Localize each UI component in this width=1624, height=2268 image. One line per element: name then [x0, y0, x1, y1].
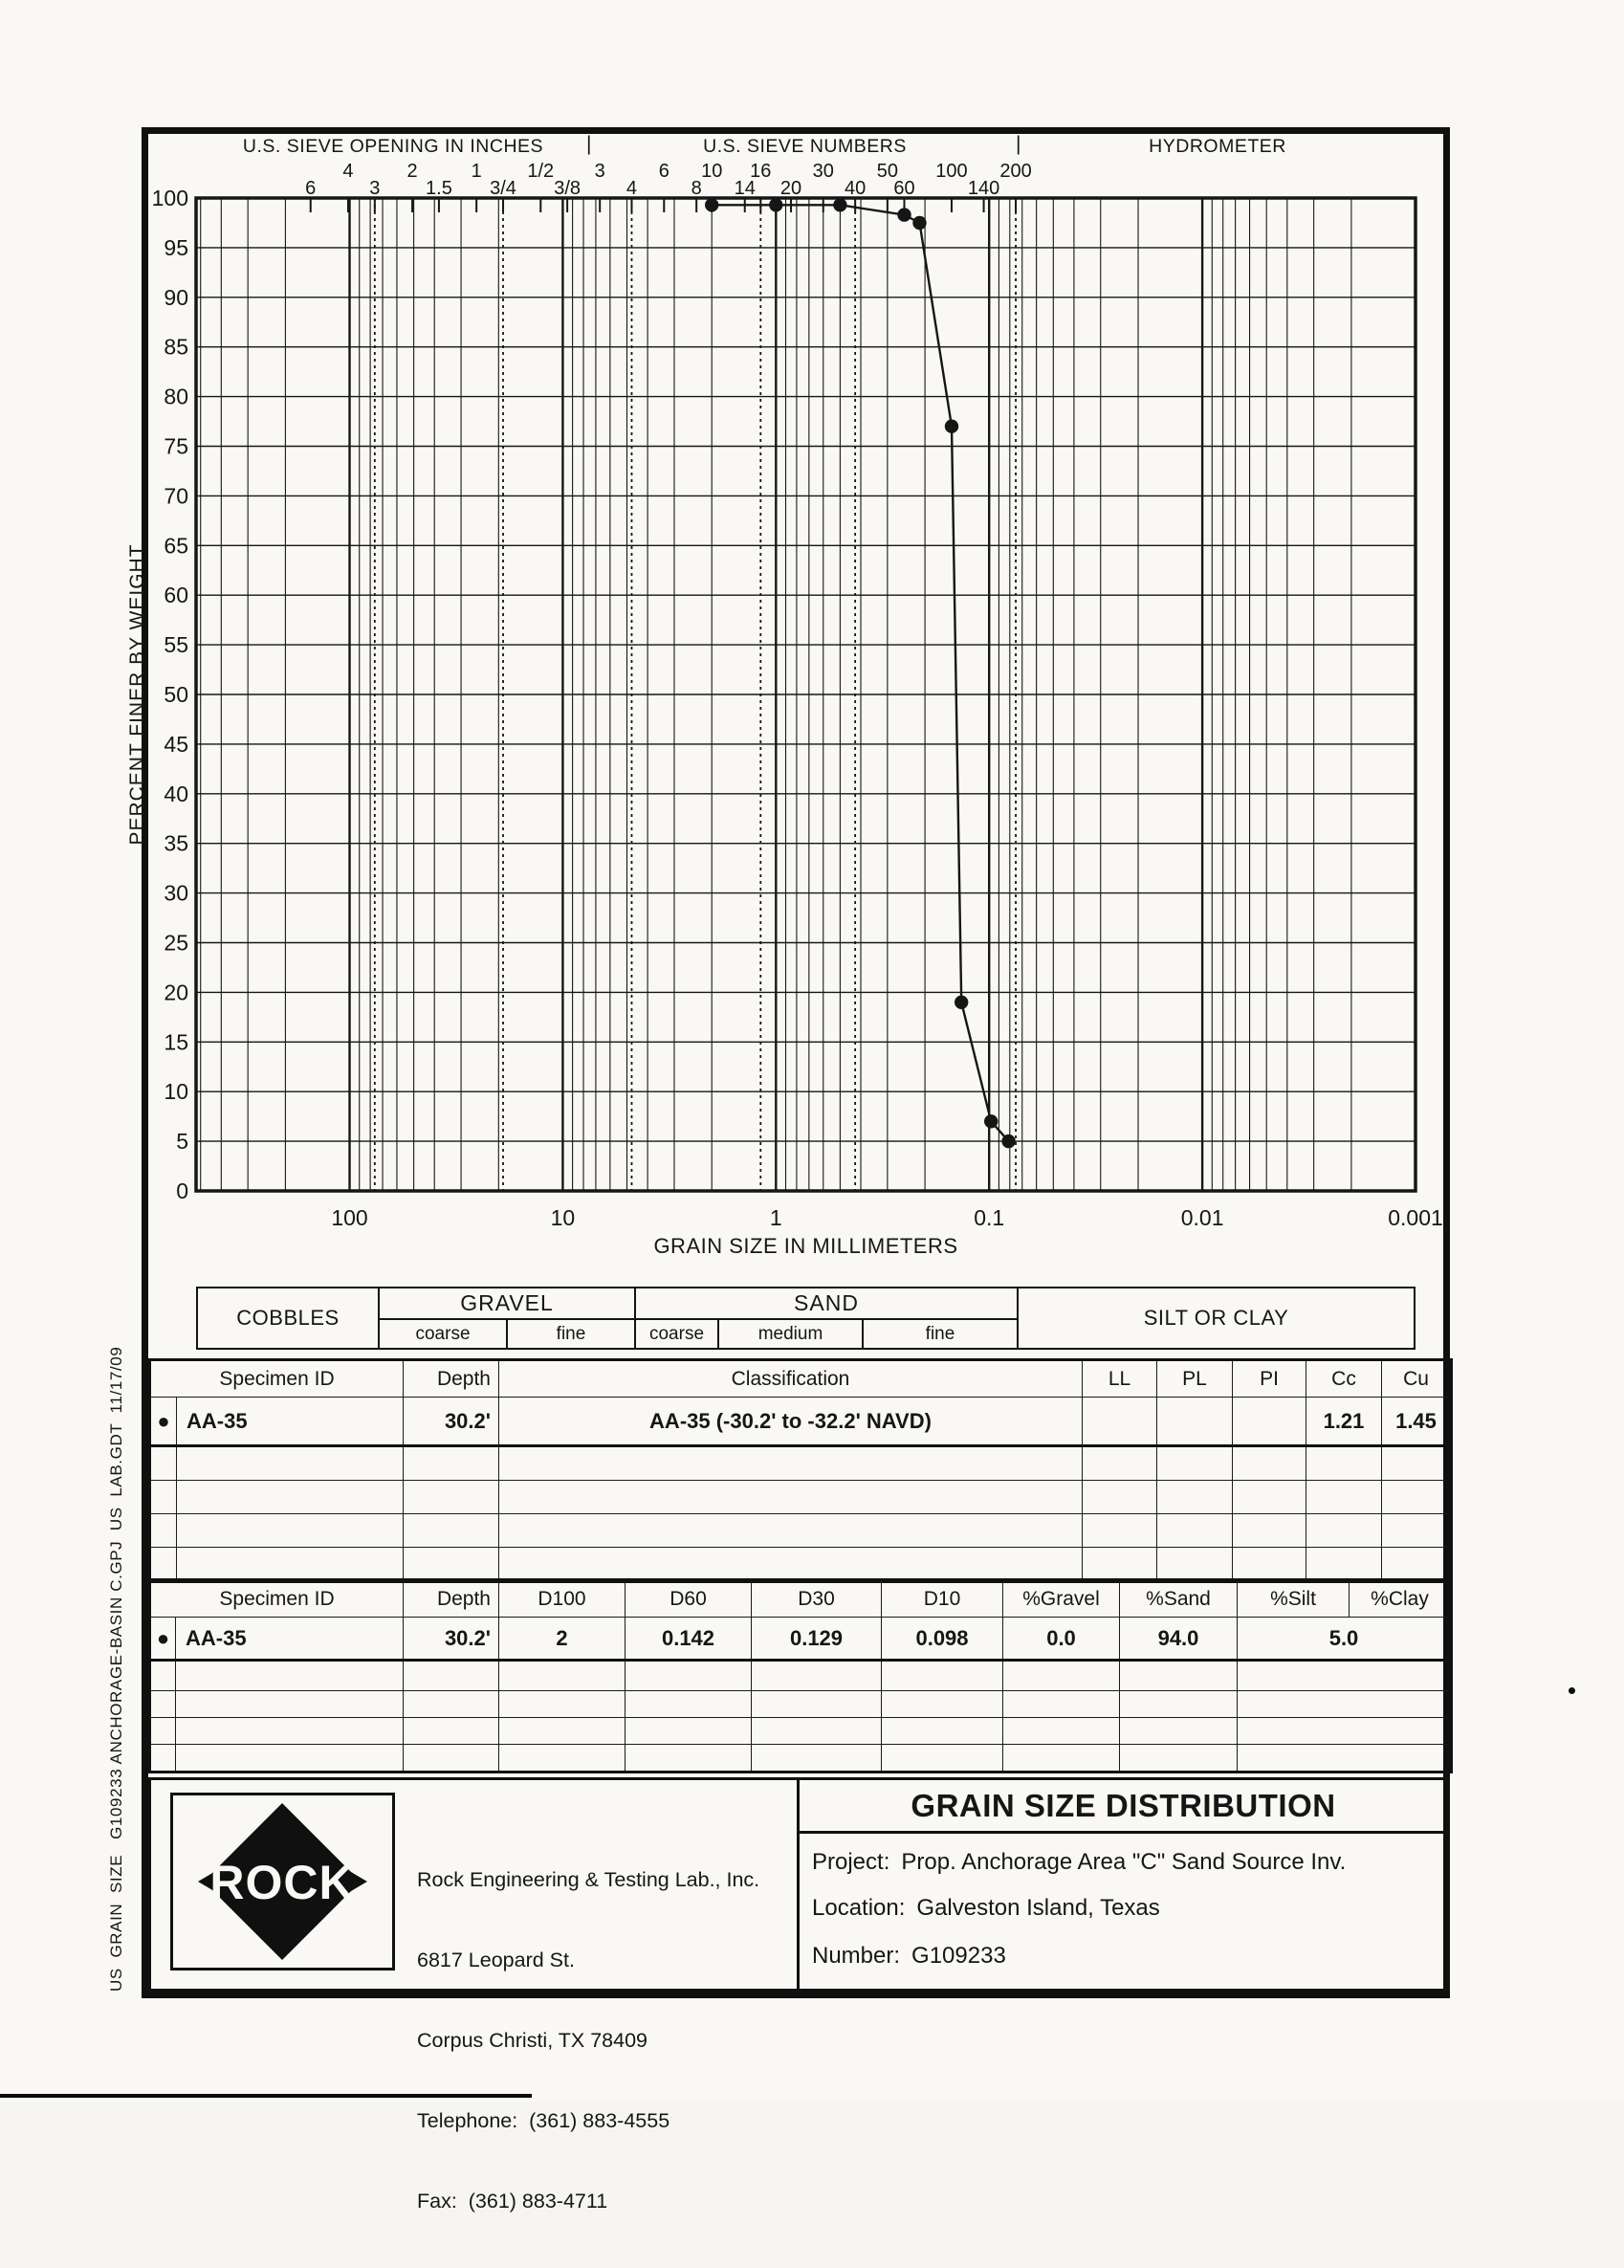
svg-text:15: 15: [164, 1029, 188, 1055]
th-d60: D60: [625, 1580, 752, 1618]
svg-text:140: 140: [967, 178, 1000, 199]
classification-sand-medium: medium: [717, 1320, 862, 1348]
svg-text:1: 1: [769, 1205, 782, 1230]
svg-text:55: 55: [164, 632, 188, 658]
sidebar-filename: US GRAIN SIZE G109233 ANCHORAGE-BASIN C.GPJ US LAB.GDT 11/17/09: [107, 1346, 125, 1992]
project-label: Project:: [812, 1849, 890, 1875]
th-pl: PL: [1157, 1360, 1233, 1398]
svg-text:4: 4: [342, 161, 354, 182]
x-axis-tick-labels: [331, 1205, 1442, 1230]
svg-text:75: 75: [164, 433, 188, 459]
classification-sand-group: [634, 1288, 1017, 1348]
svg-text:30: 30: [812, 161, 834, 182]
classification-bar: [196, 1287, 1416, 1350]
table2-empty-row: [150, 1718, 1452, 1745]
number-label: Number:: [812, 1943, 901, 1969]
cell-d60: 0.142: [625, 1618, 752, 1661]
svg-text:1: 1: [471, 161, 482, 182]
svg-text:50: 50: [876, 161, 898, 182]
company-address: [417, 1813, 759, 2268]
table2-empty-row: [150, 1661, 1452, 1691]
svg-text:20: 20: [779, 178, 802, 199]
specimen-marker: ●: [150, 1398, 177, 1446]
classification-gravel-fine: fine: [506, 1320, 634, 1348]
svg-text:3/4: 3/4: [490, 178, 516, 199]
number-row: [800, 1931, 1447, 1981]
table1-header-row: [150, 1360, 1452, 1398]
cell-pct-gravel: 0.0: [1003, 1618, 1120, 1661]
specimen-marker: ●: [150, 1618, 176, 1661]
cell-pl: [1157, 1398, 1233, 1446]
svg-text:30: 30: [164, 880, 188, 906]
rock-logo: [170, 1793, 395, 1971]
svg-text:40: 40: [164, 781, 188, 806]
table1-empty-row: [150, 1446, 1452, 1481]
title-block: [148, 1777, 1450, 2213]
svg-text:1.5: 1.5: [426, 178, 452, 199]
company-block: [151, 1780, 797, 2213]
classification-sand: SAND: [636, 1288, 1017, 1320]
cell-d10: 0.098: [882, 1618, 1003, 1661]
svg-text:60: 60: [893, 178, 915, 199]
company-street: 6817 Leopard St.: [417, 1949, 575, 1971]
svg-text:20: 20: [164, 980, 188, 1005]
table2-data-row: [150, 1618, 1452, 1661]
svg-text:10: 10: [701, 161, 723, 182]
svg-text:16: 16: [750, 161, 772, 182]
svg-text:80: 80: [164, 384, 188, 409]
svg-text:0.01: 0.01: [1180, 1205, 1224, 1230]
y-axis-title: [126, 543, 148, 845]
number-value: G109233: [911, 1943, 1006, 1969]
svg-text:100: 100: [935, 161, 968, 182]
company-name: Rock Engineering & Testing Lab., Inc.: [417, 1868, 760, 1891]
svg-text:3: 3: [369, 178, 381, 199]
th-specimen-id: Specimen ID: [150, 1360, 404, 1398]
x-axis-title: [653, 1234, 957, 1258]
svg-text:14: 14: [734, 178, 756, 199]
th-cc: Cc: [1306, 1360, 1382, 1398]
company-phone: Telephone: (361) 883-4555: [417, 2109, 670, 2132]
cell-ll: [1083, 1398, 1157, 1446]
svg-text:1/2: 1/2: [527, 161, 555, 182]
sieve-ticks: [311, 198, 1016, 212]
svg-text:8: 8: [691, 178, 702, 199]
th-pct-sand: %Sand: [1120, 1580, 1238, 1618]
summary-table-classification: [148, 1358, 1453, 1583]
data-point-markers: [705, 198, 1016, 1148]
cell-specimen-id: AA-35: [176, 1618, 404, 1661]
y-axis-tick-labels: [152, 186, 188, 1203]
th-specimen-id: Specimen ID: [150, 1580, 404, 1618]
location-row: [800, 1883, 1447, 1931]
table2-empty-row: [150, 1691, 1452, 1718]
th-d30: D30: [752, 1580, 882, 1618]
summary-table-gradation: [148, 1578, 1453, 1773]
band-sieve-opening-inches: U.S. SIEVE OPENING IN INCHES: [242, 136, 544, 157]
project-value: Prop. Anchorage Area "C" Sand Source Inv.: [901, 1849, 1347, 1875]
cell-pi: [1233, 1398, 1306, 1446]
svg-text:90: 90: [164, 284, 188, 310]
classification-gravel-group: [378, 1288, 634, 1348]
classification-gravel-coarse: coarse: [415, 1323, 471, 1344]
svg-text:3/8: 3/8: [554, 178, 582, 199]
svg-text:5: 5: [176, 1129, 188, 1155]
classification-sand-coarse: coarse: [648, 1323, 705, 1344]
cell-depth: 30.2': [404, 1398, 499, 1446]
report-title: GRAIN SIZE DISTRIBUTION: [800, 1780, 1447, 1834]
cell-pct-silt-clay: 5.0: [1238, 1618, 1452, 1661]
cell-cu: 1.45: [1382, 1398, 1452, 1446]
company-fax: Fax: (361) 883-4711: [417, 2190, 608, 2213]
svg-text:3: 3: [594, 161, 605, 182]
svg-text:PERCENT FINER BY WEIGHT: PERCENT FINER BY WEIGHT: [126, 543, 148, 846]
svg-text:4: 4: [625, 178, 638, 199]
svg-text:35: 35: [164, 830, 188, 856]
location-value: Galveston Island, Texas: [916, 1895, 1160, 1921]
classification-cobbles: COBBLES: [236, 1306, 340, 1330]
svg-text:6: 6: [658, 161, 669, 182]
rock-logo-graphic: [173, 1795, 392, 1968]
svg-text:100: 100: [151, 186, 188, 210]
cell-cc: 1.21: [1306, 1398, 1382, 1446]
svg-text:60: 60: [164, 583, 188, 608]
svg-text:2: 2: [406, 161, 418, 182]
grid: [196, 198, 1416, 1191]
svg-text:0.001: 0.001: [1388, 1205, 1443, 1230]
th-depth: Depth: [404, 1360, 499, 1398]
th-pi: PI: [1233, 1360, 1306, 1398]
th-d100: D100: [499, 1580, 625, 1618]
classification-silt-or-clay: SILT OR CLAY: [1017, 1288, 1414, 1348]
report-info: [797, 1780, 1447, 1989]
table1-data-row: [150, 1398, 1452, 1446]
svg-text:95: 95: [164, 234, 188, 260]
table2-empty-row: [150, 1745, 1452, 1773]
th-ll: LL: [1083, 1360, 1157, 1398]
sieve-labels: [305, 161, 1032, 199]
svg-text:85: 85: [164, 334, 188, 360]
band-sieve-numbers: U.S. SIEVE NUMBERS: [703, 136, 907, 157]
svg-text:25: 25: [164, 930, 188, 956]
svg-text:10: 10: [550, 1205, 576, 1230]
table1-empty-row: [150, 1481, 1452, 1514]
scan-artifact-dot: [1569, 1687, 1575, 1694]
svg-text:0.1: 0.1: [974, 1205, 1005, 1230]
classification-sand-fine: fine: [862, 1320, 1017, 1348]
band-separator-2: |: [1016, 133, 1021, 155]
svg-text:0: 0: [176, 1178, 188, 1203]
band-separator-1: |: [586, 133, 592, 155]
cell-depth: 30.2': [404, 1618, 499, 1661]
svg-text:50: 50: [164, 682, 188, 707]
th-pct-clay: %Clay: [1350, 1580, 1452, 1618]
svg-text:10: 10: [164, 1079, 188, 1105]
project-row: [800, 1834, 1447, 1883]
svg-text:70: 70: [164, 483, 188, 509]
table2-header-row: [150, 1580, 1452, 1618]
band-hydrometer: HYDROMETER: [1149, 136, 1286, 157]
scan-artifact-line: [0, 2094, 532, 2098]
cell-d30: 0.129: [752, 1618, 882, 1661]
th-classification: Classification: [499, 1360, 1083, 1398]
cell-classification: AA-35 (-30.2' to -32.2' NAVD): [499, 1398, 1083, 1446]
svg-text:45: 45: [164, 731, 188, 757]
classification-gravel: GRAVEL: [380, 1288, 634, 1320]
svg-text:40: 40: [845, 178, 867, 199]
rock-logo-text: ROCK: [209, 1856, 355, 1909]
cell-d100: 2: [499, 1618, 625, 1661]
svg-text:GRAIN SIZE IN MILLIMETERS: GRAIN SIZE IN MILLIMETERS: [653, 1234, 958, 1258]
table1-empty-row: [150, 1514, 1452, 1548]
th-depth: Depth: [404, 1580, 499, 1618]
company-city: Corpus Christi, TX 78409: [417, 2029, 647, 2052]
cell-specimen-id: AA-35: [177, 1398, 404, 1446]
location-label: Location:: [812, 1895, 906, 1921]
svg-text:65: 65: [164, 533, 188, 559]
th-pct-silt: %Silt: [1238, 1580, 1350, 1618]
th-pct-gravel: %Gravel: [1003, 1580, 1120, 1618]
svg-text:100: 100: [331, 1205, 368, 1230]
cell-pct-sand: 94.0: [1120, 1618, 1238, 1661]
svg-text:200: 200: [999, 161, 1032, 182]
svg-text:6: 6: [305, 178, 317, 199]
th-cu: Cu: [1382, 1360, 1452, 1398]
table1-empty-row: [150, 1548, 1452, 1582]
th-d10: D10: [882, 1580, 1003, 1618]
